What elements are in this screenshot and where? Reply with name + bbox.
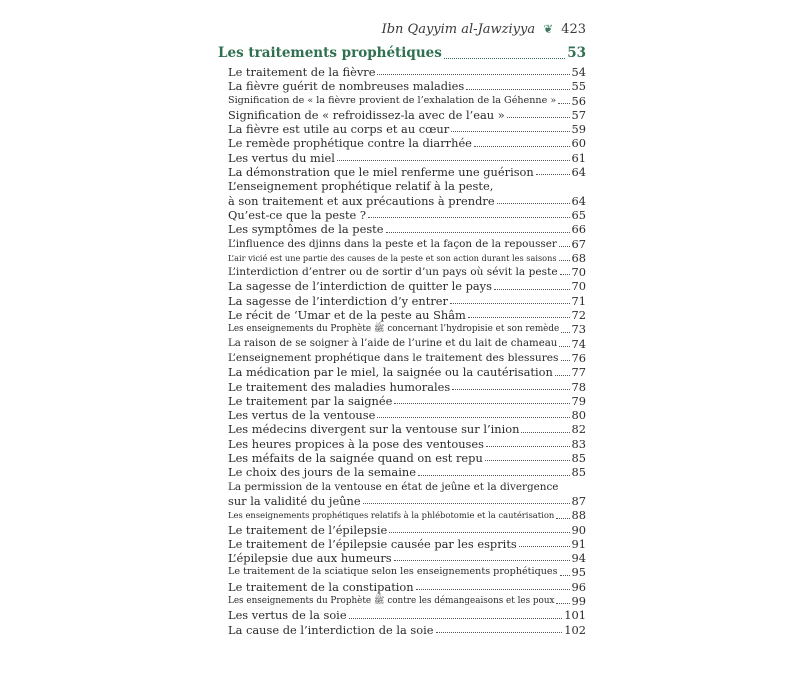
toc-entry-title: Les enseignements du Prophète ﷺ contre les démangeaisons et les poux	[228, 595, 555, 606]
toc-entry-page: 95	[571, 565, 586, 580]
dot-leader	[416, 589, 570, 590]
toc-section-page: 53	[567, 45, 586, 61]
toc-entry-page: 66	[571, 222, 586, 237]
toc-entry-title: sur la validité du jeûne	[228, 493, 361, 508]
toc-entry	[218, 222, 586, 236]
toc-entry-title: L’épilepsie due aux humeurs	[228, 551, 392, 566]
toc-entry-page: 88	[571, 508, 586, 523]
dot-leader	[394, 403, 569, 404]
toc-entry	[218, 523, 586, 537]
toc-entry	[218, 136, 586, 150]
toc-entry	[218, 251, 586, 265]
dot-leader	[558, 103, 569, 104]
toc-entry-title: La cause de l’interdiction de la soie	[228, 622, 434, 637]
toc-entry-page: 99	[571, 593, 586, 608]
dot-leader	[451, 131, 569, 132]
dot-leader	[394, 560, 570, 561]
toc-entry	[218, 237, 586, 251]
toc-entry-page: 102	[564, 622, 586, 637]
dot-leader	[559, 346, 569, 347]
dot-leader	[337, 160, 570, 161]
toc-entry-page: 57	[571, 107, 586, 122]
toc-section-heading	[218, 44, 586, 63]
dot-leader	[377, 74, 569, 75]
toc-entry-title: Le traitement de la constipation	[228, 579, 414, 594]
toc-entry	[218, 165, 586, 179]
toc-entry-page: 80	[571, 408, 586, 423]
toc-entry-page: 101	[564, 608, 586, 623]
toc-entry	[218, 551, 586, 565]
dot-leader	[536, 174, 570, 175]
dot-leader	[418, 475, 570, 476]
dot-leader	[444, 58, 565, 59]
toc-entry-page: 55	[571, 79, 586, 94]
dot-leader	[556, 518, 569, 519]
toc-entry-page: 56	[571, 93, 586, 108]
toc-entry-title: Les symptômes de la peste	[228, 222, 384, 237]
toc-entry-page: 64	[571, 165, 586, 180]
dot-leader	[466, 89, 569, 90]
toc-entry-page: 64	[571, 193, 586, 208]
dot-leader	[521, 432, 569, 433]
dot-leader	[386, 232, 570, 233]
toc-entry-page: 87	[571, 493, 586, 508]
toc-entry-title: La fièvre est utile au corps et au cœur	[228, 122, 450, 137]
toc-entry	[218, 365, 586, 379]
toc-entry	[218, 565, 586, 579]
toc-entry-page: 54	[571, 65, 586, 79]
toc-entry-page: 60	[571, 136, 586, 151]
dot-leader	[486, 446, 570, 447]
dot-leader	[468, 317, 570, 318]
toc-entry	[218, 351, 586, 365]
toc-entry	[218, 79, 586, 93]
dot-leader	[561, 360, 570, 361]
toc-entry-title: L’enseignement prophétique relatif à la peste,	[228, 179, 494, 194]
toc-entry	[218, 194, 586, 208]
toc-entry-title: L’air vicié est une partie des causes de la peste et son action durant les saisons	[228, 252, 557, 263]
toc-entry-page: 67	[571, 236, 586, 251]
dot-leader	[452, 389, 569, 390]
toc-entry-title: La sagesse de l’interdiction d’y entrer	[228, 293, 448, 308]
toc-section-title: Les traitements prophétiques	[218, 45, 442, 61]
toc-entry-title: Le traitement par la saignée	[228, 393, 393, 408]
toc-entry	[218, 294, 586, 308]
toc-entry-title: La sagesse de l’interdiction de quitter le pays	[228, 279, 492, 294]
toc-entry	[218, 151, 586, 165]
toc-entry-title: Le choix des jours de la semaine	[228, 465, 416, 480]
toc-entry-title: Les médecins divergent sur la ventouse sur l’inion	[228, 422, 520, 437]
toc-entry	[218, 308, 586, 322]
toc-entry-page: 70	[571, 279, 586, 294]
toc-entry-page: 83	[571, 436, 586, 451]
toc-entry	[218, 537, 586, 551]
toc-entry	[218, 594, 586, 608]
toc-entry-page: 78	[571, 379, 586, 394]
running-header	[218, 18, 586, 40]
toc-entry-title: à son traitement et aux précautions à prendre	[228, 193, 495, 208]
dot-leader	[519, 546, 570, 547]
toc-entry	[218, 208, 586, 222]
toc-entry	[218, 122, 586, 136]
leaf-ornament-icon: ❦	[543, 22, 554, 36]
toc-entry	[218, 322, 586, 336]
toc-entry-page: 59	[571, 122, 586, 137]
toc-entry-page: 71	[571, 293, 586, 308]
dot-leader	[555, 375, 570, 376]
toc-entry-title: Le récit de ‘Umar et de la peste au Shâm	[228, 308, 466, 323]
toc-entry-title: Le traitement des maladies humorales	[228, 379, 451, 394]
table-of-contents	[218, 44, 586, 637]
toc-entry-title: Les enseignements du Prophète ﷺ concernant l’hydropisie et son remède	[228, 324, 560, 335]
toc-entry-title: L’enseignement prophétique dans le traitement des blessures	[228, 351, 559, 364]
toc-entry-page: 77	[571, 365, 586, 380]
dot-leader	[363, 503, 570, 504]
toc-entry-title: Les heures propices à la pose des ventouses	[228, 436, 484, 451]
dot-leader	[556, 603, 569, 604]
toc-entry-title: Les méfaits de la saignée quand on est repu	[228, 451, 483, 466]
dot-leader	[507, 117, 570, 118]
toc-entry-title: Le traitement de l’épilepsie causée par les esprits	[228, 536, 517, 551]
toc-entry-title: La raison de se soigner à l’aide de l’urine et du lait de chameau	[228, 337, 558, 349]
toc-entry-title: Le traitement de l’épilepsie	[228, 522, 388, 537]
toc-entry-title: L’influence des djinns dans la peste et la façon de la repousser	[228, 237, 557, 250]
toc-entry	[218, 508, 586, 522]
dot-leader	[560, 274, 570, 275]
toc-entry	[218, 408, 586, 422]
toc-entry-title: Les vertus du miel	[228, 150, 335, 165]
dot-leader	[559, 260, 570, 261]
toc-entry-page: 94	[571, 551, 586, 566]
toc-entry-title: Signification de « la fièvre provient de l’exhalation de la Géhenne »	[228, 94, 557, 106]
toc-entry-page: 73	[571, 322, 586, 337]
toc-entry	[218, 179, 586, 193]
header-author: Ibn Qayyim al-Jawziyya	[381, 21, 536, 37]
toc-entry	[218, 580, 586, 594]
toc-entry-page: 79	[571, 393, 586, 408]
dot-leader	[494, 289, 570, 290]
toc-entry-page: 91	[571, 536, 586, 551]
toc-entry-title: Les vertus de la soie	[228, 608, 347, 623]
toc-entry-title: Le traitement de la sciatique selon les enseignements prophétiques	[228, 566, 558, 578]
toc-entry	[218, 394, 586, 408]
toc-entry-page: 74	[571, 336, 586, 351]
toc-entry-page: 65	[571, 207, 586, 222]
dot-leader	[368, 217, 569, 218]
toc-entry-page: 90	[571, 522, 586, 537]
toc-entry-page: 76	[571, 350, 586, 365]
dot-leader	[497, 203, 570, 204]
toc-entry-title: Signification de « refroidissez-la avec de l’eau »	[228, 107, 505, 122]
dot-leader	[436, 632, 563, 633]
toc-entry	[218, 108, 586, 122]
toc-entry	[218, 265, 586, 279]
dot-leader	[349, 618, 563, 619]
toc-entry-page: 61	[571, 150, 586, 165]
toc-entry-title: La permission de la ventouse en état de jeûne et la divergence	[228, 480, 559, 493]
toc-entry-title: Le remède prophétique contre la diarrhée	[228, 136, 472, 151]
dot-leader	[559, 246, 570, 247]
toc-entry-page: 68	[571, 250, 586, 265]
header-page-number: 423	[561, 21, 586, 37]
dot-leader	[560, 575, 570, 576]
toc-entry	[218, 465, 586, 479]
toc-entry-page: 85	[571, 451, 586, 466]
toc-entry	[218, 451, 586, 465]
toc-entry	[218, 480, 586, 494]
toc-entry	[218, 608, 586, 622]
toc-entry	[218, 437, 586, 451]
toc-entry-title: Les vertus de la ventouse	[228, 408, 376, 423]
toc-entry-page: 72	[571, 308, 586, 323]
toc-entry-page: 70	[571, 265, 586, 280]
dot-leader	[389, 532, 569, 533]
toc-entry-title: La démonstration que le miel renferme une guérison	[228, 165, 534, 180]
toc-entry-page: 96	[571, 579, 586, 594]
toc-entry-title: La médication par le miel, la saignée ou la cautérisation	[228, 365, 553, 380]
toc-entry-page: 85	[571, 465, 586, 480]
toc-entry	[218, 380, 586, 394]
toc-entry	[218, 494, 586, 508]
dot-leader	[485, 460, 570, 461]
toc-entry-title: Les enseignements prophétiques relatifs à la phlébotomie et la cautérisation	[228, 510, 555, 521]
toc-entry-title: La fièvre guérit de nombreuses maladies	[228, 79, 465, 94]
toc-entry	[218, 65, 586, 79]
toc-entry	[218, 422, 586, 436]
dot-leader	[377, 417, 569, 418]
toc-entry-page: 82	[571, 422, 586, 437]
toc-entry-title: Qu’est-ce que la peste ?	[228, 207, 367, 222]
toc-entry-title: L’interdiction d’entrer ou de sortir d’un pays où sévit la peste	[228, 266, 558, 279]
toc-entry	[218, 623, 586, 637]
toc-entry	[218, 279, 586, 293]
dot-leader	[561, 332, 569, 333]
dot-leader	[474, 146, 570, 147]
dot-leader	[450, 303, 570, 304]
toc-entry-title: Le traitement de la fièvre	[228, 65, 376, 79]
toc-entry	[218, 94, 586, 108]
toc-entry	[218, 337, 586, 351]
